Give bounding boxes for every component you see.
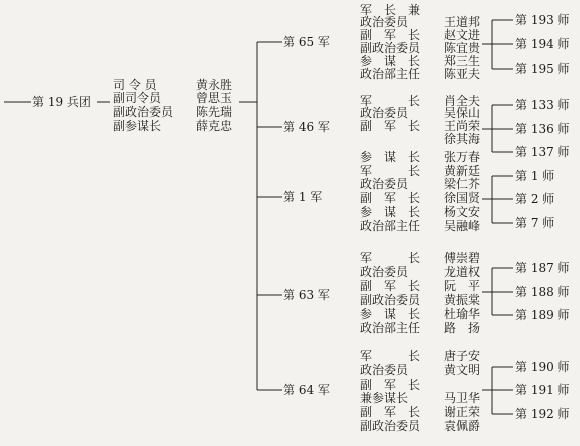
army-staff-name: 肖全夫 xyxy=(444,94,481,108)
army-staff-title: 兼参谋长 xyxy=(360,391,409,405)
army-staff-title: 副政治委员 xyxy=(360,41,421,55)
army-staff-title: 政治委员 xyxy=(360,106,409,120)
division-label: 第 189 师 xyxy=(515,308,570,322)
army-staff-name: 黄新廷 xyxy=(444,164,481,178)
army-staff-title: 参 谋 长 xyxy=(360,54,421,68)
army-staff-title: 政治委员 xyxy=(360,265,409,279)
army-staff-title: 军 长 xyxy=(360,164,421,178)
army-staff-title: 参 谋 长 xyxy=(360,307,421,321)
division-label: 第 191 师 xyxy=(515,383,570,397)
division-label: 第 188 师 xyxy=(515,285,570,299)
army-staff-name: 吴融峰 xyxy=(444,219,481,233)
army-staff-title: 军 长 xyxy=(360,94,421,108)
army-staff-name: 王尚荣 xyxy=(444,119,481,133)
army-staff-title: 军 长 xyxy=(360,349,421,363)
division-label: 第 187 师 xyxy=(515,261,570,275)
army-label: 第 46 军 xyxy=(283,120,330,134)
root-staff-name: 曾思玉 xyxy=(196,91,233,105)
army-staff-name: 阮 平 xyxy=(444,279,481,293)
root-staff-title: 副参谋长 xyxy=(113,119,162,133)
root-staff-title: 副司令员 xyxy=(113,91,162,105)
army-staff-title: 政治部主任 xyxy=(360,67,421,81)
army-staff-title: 军 长 兼 xyxy=(360,3,421,17)
army-staff-title: 政治委员 xyxy=(360,177,409,191)
army-staff-name: 梁仁芥 xyxy=(444,177,481,191)
army-staff-name: 王道邦 xyxy=(444,15,481,29)
army-staff-name: 陈亚夫 xyxy=(444,67,481,81)
division-label: 第 133 师 xyxy=(515,98,570,112)
army-label: 第 65 军 xyxy=(283,35,330,49)
army-staff-title: 军 长 xyxy=(360,251,421,265)
root-node-label: 第 19 兵团 xyxy=(32,95,91,109)
army-staff-name: 唐子安 xyxy=(444,349,481,363)
division-label: 第 194 师 xyxy=(515,37,570,51)
army-staff-name: 黄文明 xyxy=(444,363,481,377)
army-staff-title: 参 谋 长 xyxy=(360,205,421,219)
army-staff-title: 副 军 长 xyxy=(360,28,421,42)
army-staff-title: 副 军 长 xyxy=(360,191,421,205)
army-staff-title: 副 军 长 xyxy=(360,405,421,419)
army-staff-name: 傅崇碧 xyxy=(444,251,481,265)
army-staff-name: 杨文安 xyxy=(444,205,481,219)
army-staff-title: 副政治委员 xyxy=(360,293,421,307)
army-staff-name: 郑三生 xyxy=(444,54,481,68)
army-staff-title: 副 军 长 xyxy=(360,279,421,293)
army-staff-title: 政治部主任 xyxy=(360,219,421,233)
division-label: 第 137 师 xyxy=(515,145,570,159)
army-staff-title: 政治委员 xyxy=(360,15,409,29)
army-staff-title: 副 军 长 xyxy=(360,119,421,133)
army-staff-name: 黄振棠 xyxy=(444,293,481,307)
root-staff-title: 副政治委员 xyxy=(113,105,174,119)
army-label: 第 64 军 xyxy=(283,383,330,397)
army-staff-title: 政治部主任 xyxy=(360,321,421,335)
army-staff-title: 参 谋 长 xyxy=(360,150,421,164)
division-label: 第 1 师 xyxy=(515,169,555,183)
army-staff-name: 吴保山 xyxy=(444,106,481,120)
army-staff-name: 徐国贤 xyxy=(444,191,481,205)
division-label: 第 190 师 xyxy=(515,360,570,374)
army-staff-name: 陈宜贵 xyxy=(444,41,481,55)
army-staff-name: 徐其海 xyxy=(444,132,481,146)
army-staff-name: 杜瑜华 xyxy=(444,307,481,321)
army-label: 第 1 军 xyxy=(283,190,323,204)
division-label: 第 193 师 xyxy=(515,13,570,27)
army-staff-name: 张万春 xyxy=(444,150,481,164)
division-label: 第 7 师 xyxy=(515,216,555,230)
army-label: 第 63 军 xyxy=(283,288,330,302)
division-label: 第 136 师 xyxy=(515,122,570,136)
army-staff-name: 龙道权 xyxy=(444,265,481,279)
root-staff-title: 司 令 员 xyxy=(113,78,157,92)
army-staff-name: 路 扬 xyxy=(444,321,481,335)
army-staff-title: 政治委员 xyxy=(360,363,409,377)
root-staff-name: 陈先瑞 xyxy=(196,105,233,119)
division-label: 第 192 师 xyxy=(515,407,570,421)
army-staff-title: 副 军 长 xyxy=(360,378,421,392)
army-staff-name: 赵文进 xyxy=(444,28,481,42)
root-staff-name: 薛克忠 xyxy=(196,119,233,133)
division-label: 第 2 师 xyxy=(515,192,555,206)
army-staff-name: 袁佩爵 xyxy=(444,419,481,433)
root-staff-name: 黄永胜 xyxy=(196,78,233,92)
army-staff-title: 副政治委员 xyxy=(360,419,421,433)
army-staff-name: 马卫华 xyxy=(444,391,481,405)
army-staff-name: 谢正荣 xyxy=(444,405,481,419)
division-label: 第 195 师 xyxy=(515,62,570,76)
